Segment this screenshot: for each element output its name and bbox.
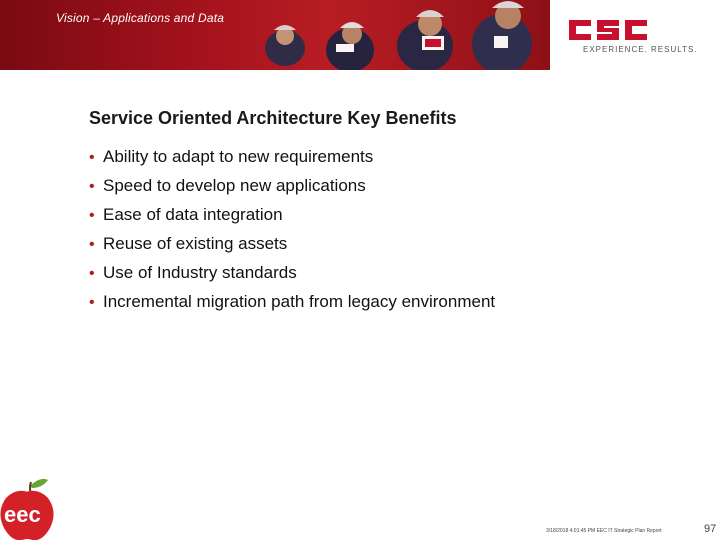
bullet-text: Reuse of existing assets: [103, 234, 288, 253]
bullet-icon: •: [89, 178, 95, 195]
bullet-icon: •: [89, 294, 95, 311]
bullet-icon: •: [89, 265, 95, 282]
page-number: 97: [704, 523, 717, 535]
bullet-icon: •: [89, 207, 95, 224]
cyclists-photo: [240, 0, 550, 70]
list-item: [89, 146, 495, 175]
footer-text: 3/18/2018 4:01:45 PM EEC IT Strategic Plan Report: [546, 528, 662, 534]
banner-title: Vision – Applications and Data: [56, 11, 225, 25]
list-item: [89, 204, 495, 233]
csc-tagline: EXPERIENCE. RESULTS.: [583, 45, 698, 54]
bullet-icon: •: [89, 149, 95, 166]
bullet-text: Ability to adapt to new requirements: [103, 147, 374, 166]
list-item: [89, 291, 495, 320]
bullet-text: Use of Industry standards: [103, 263, 297, 282]
benefits-list: [89, 146, 495, 320]
slide-heading: Service Oriented Architecture Key Benefits: [89, 108, 457, 128]
csc-logo-mark: [567, 16, 657, 44]
bullet-icon: •: [89, 236, 95, 253]
bullet-text: Ease of data integration: [103, 205, 283, 224]
list-item: [89, 175, 495, 204]
list-item: [89, 262, 495, 291]
list-item: [89, 233, 495, 262]
bullet-text: Speed to develop new applications: [103, 176, 366, 195]
csc-logo: [555, 0, 720, 70]
bullet-text: Incremental migration path from legacy environment: [103, 292, 496, 311]
header-banner: [0, 0, 550, 70]
svg-text:eec: eec: [4, 502, 41, 527]
eec-apple-logo: [0, 476, 64, 540]
